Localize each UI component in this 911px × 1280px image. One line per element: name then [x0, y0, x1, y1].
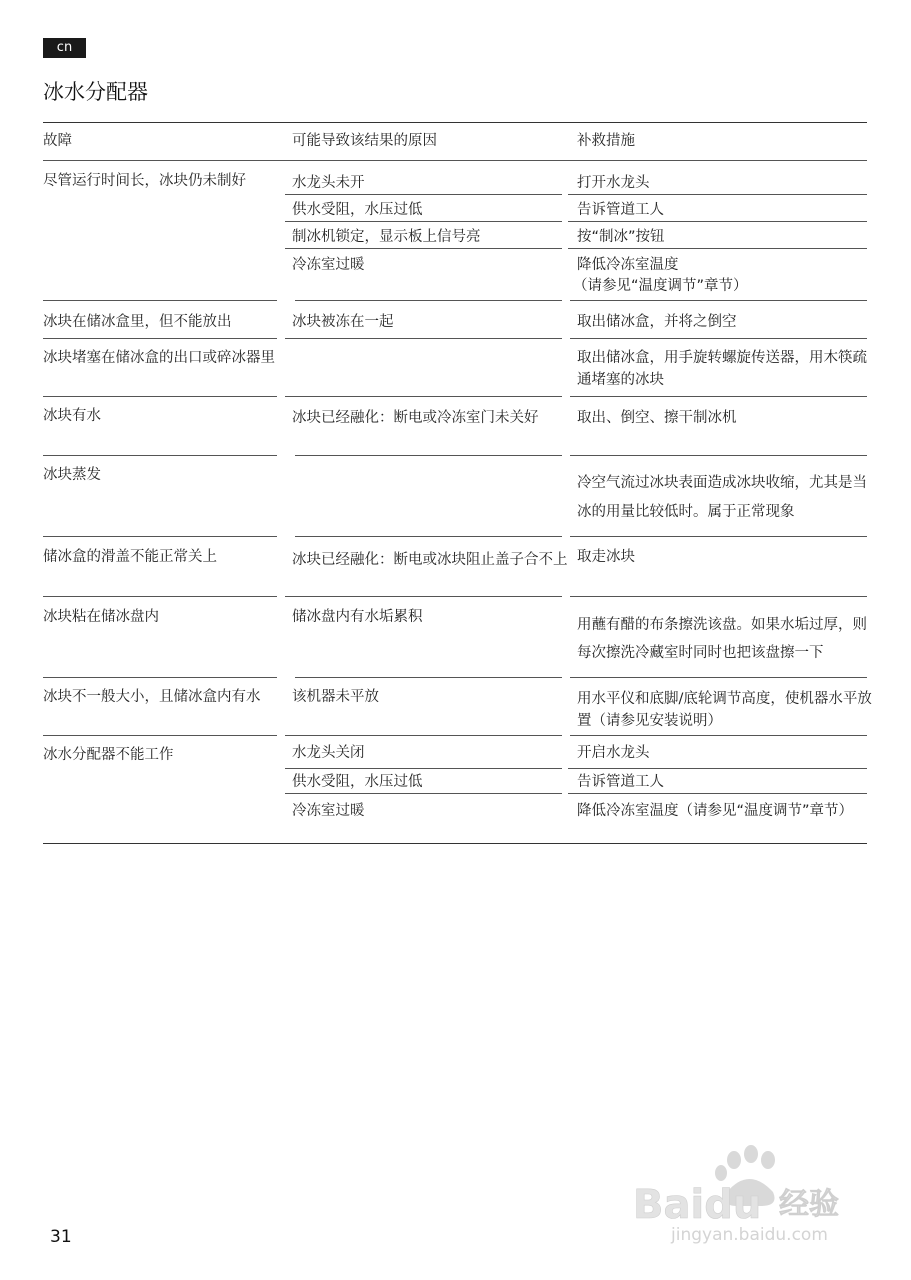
row4-rule-a [43, 455, 277, 456]
row1-cause-1: 水龙头未开 [292, 175, 365, 191]
row9-sub-rule-2 [285, 793, 562, 794]
row8-cause: 该机器未平放 [292, 689, 379, 705]
row2-rule-c [570, 338, 867, 339]
row6-rule-b [285, 596, 562, 597]
row9-cause-2: 供水受阻，水压过低 [292, 774, 423, 790]
row7-cause: 储冰盘内有水垢累积 [292, 609, 423, 625]
row3-fault: 冰块堵塞在储冰盒的出口或碎冰器里 [43, 350, 275, 366]
row6-remedy: 取走冰块 [577, 549, 635, 565]
row6-rule-c [570, 596, 867, 597]
row1-cause-3: 制冰机锁定，显示板上信号亮 [292, 229, 481, 245]
row1-rule-a [43, 300, 277, 301]
row8-fault: 冰块不一般大小，且储冰盒内有水 [43, 689, 261, 705]
row3-rule-a [43, 396, 277, 397]
row4-remedy: 取出、倒空、擦干制冰机 [577, 410, 737, 426]
row5-rule-c [570, 536, 867, 537]
row1-remedy-1: 打开水龙头 [577, 175, 650, 191]
row4-fault: 冰块有水 [43, 408, 101, 424]
row2-rule-b [285, 338, 562, 339]
row2-cause: 冰块被冻在一起 [292, 314, 394, 330]
row5-fault: 冰块蒸发 [43, 467, 101, 483]
page-number: 31 [50, 1227, 72, 1247]
row4-rule-b [295, 455, 562, 456]
row1-remedy-4b: （请参见“温度调节”章节） [573, 278, 748, 294]
row8-rule-c [570, 735, 867, 736]
row1-rule-b [295, 300, 562, 301]
row1-remedy-2: 告诉管道工人 [577, 202, 664, 218]
row1-remedy-4a: 降低冷冻室温度 [577, 257, 679, 273]
row3-remedy: 取出储冰盒，用手旋转螺旋传送器，用木筷疏通堵塞的冰块 [577, 350, 867, 388]
row8-remedy: 用水平仪和底脚/底轮调节高度，使机器水平放置（请参见安装说明） [577, 691, 872, 729]
language-tag: cn [43, 38, 86, 58]
header-cause: 可能导致该结果的原因 [292, 133, 437, 149]
table-top-rule [43, 122, 867, 123]
row2-fault: 冰块在储冰盒里，但不能放出 [43, 314, 232, 330]
table-bottom-rule [43, 843, 867, 844]
row6-cause: 冰块已经融化：断电或冰块阻止盖子合不上 [292, 552, 568, 568]
header-fault: 故障 [43, 133, 72, 149]
row1-sub-rule-2 [285, 221, 562, 222]
row2-remedy: 取出储冰盒，并将之倒空 [577, 314, 737, 330]
row9-remedy-3: 降低冷冻室温度（请参见“温度调节”章节） [577, 803, 854, 819]
row3-rule-b [285, 396, 562, 397]
row1-rule-c [570, 300, 867, 301]
row1-sub-rule-3 [285, 248, 562, 249]
row7-rule-b [295, 677, 562, 678]
row1-sub-rule-3b [568, 248, 867, 249]
section-title: 冰水分配器 [43, 80, 148, 104]
row2-rule-a [43, 338, 277, 339]
watermark-url: jingyan.baidu.com [671, 1225, 828, 1245]
row1-fault: 尽管运行时间长，冰块仍未制好 [43, 173, 246, 189]
row6-rule-a [43, 596, 277, 597]
watermark-brand: Baidu [633, 1182, 762, 1228]
row1-sub-rule-2b [568, 221, 867, 222]
row5-remedy: 冷空气流过冰块表面造成冰块收缩，尤其是当冰的用量比较低时。属于正常现象 [577, 475, 867, 520]
row3-rule-c [570, 396, 867, 397]
row1-cause-4: 冷冻室过暖 [292, 257, 365, 273]
watermark-suffix: 经验 [779, 1187, 839, 1222]
row7-remedy: 用蘸有醋的布条擦洗该盘。如果水垢过厚，则每次擦洗冷藏室时同时也把该盘擦一下 [577, 617, 867, 661]
row8-rule-b [285, 735, 562, 736]
row1-cause-2: 供水受阻，水压过低 [292, 202, 423, 218]
row8-rule-a [43, 735, 277, 736]
row9-sub-rule-1 [285, 768, 562, 769]
row4-rule-c [570, 455, 867, 456]
row5-rule-a [43, 536, 277, 537]
row7-rule-a [43, 677, 277, 678]
row5-rule-b [295, 536, 562, 537]
row7-fault: 冰块粘在储冰盘内 [43, 609, 159, 625]
row1-remedy-3: 按“制冰”按钮 [577, 229, 665, 245]
row9-remedy-2: 告诉管道工人 [577, 774, 664, 790]
row9-cause-3: 冷冻室过暖 [292, 803, 365, 819]
header-remedy: 补救措施 [577, 133, 635, 149]
row9-sub-rule-2b [568, 793, 867, 794]
row9-sub-rule-1b [568, 768, 867, 769]
row1-sub-rule-1b [568, 194, 867, 195]
header-bottom-rule [43, 160, 867, 161]
row4-cause: 冰块已经融化：断电或冷冻室门未关好 [292, 410, 539, 426]
row9-fault: 冰水分配器不能工作 [43, 747, 174, 763]
row1-sub-rule-1 [285, 194, 562, 195]
row9-cause-1: 水龙头关闭 [292, 745, 365, 761]
row7-rule-c [570, 677, 867, 678]
row9-remedy-1: 开启水龙头 [577, 745, 650, 761]
row6-fault: 储冰盒的滑盖不能正常关上 [43, 549, 217, 565]
baidu-jingyan-watermark [631, 1140, 851, 1245]
